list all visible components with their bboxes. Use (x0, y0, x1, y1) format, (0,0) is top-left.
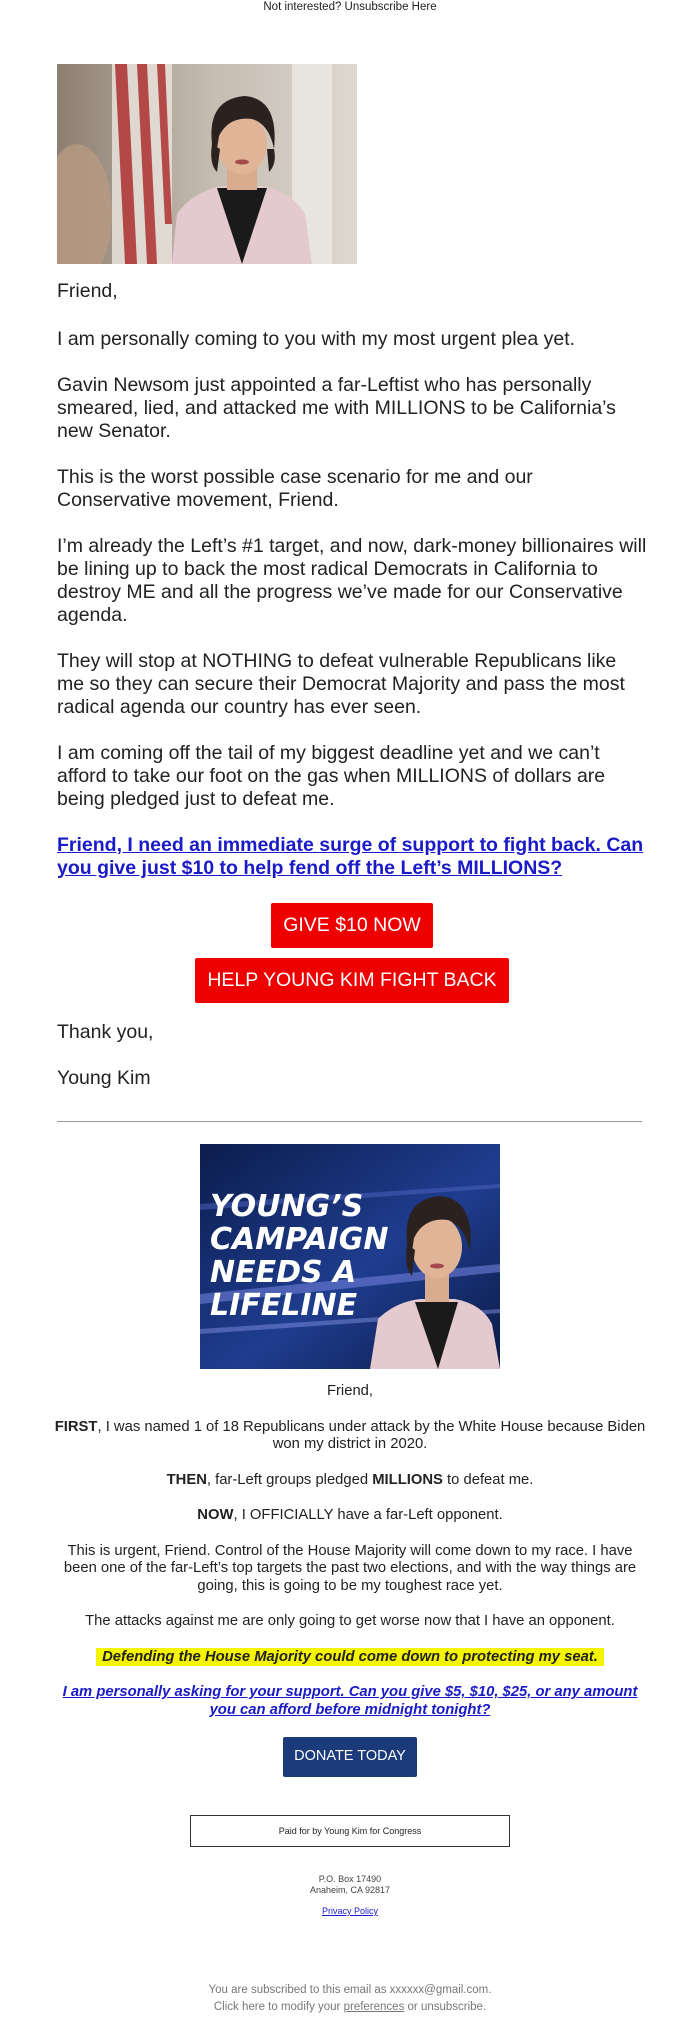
modify-suffix: or unsubscribe. (404, 2001, 487, 2013)
divider (57, 1121, 642, 1122)
letter-paragraph: They will stop at NOTHING to defeat vulnerable Republicans like me so they can secure their Democrat Majority and pass the most radical agenda our country has ever seen. (57, 650, 625, 718)
urgent-paragraph: This is urgent, Friend. Control of the House Majority will come down to my race. I have been one of the far-Left’s top targets the past two elections, and with the way things are going, this is going to be my toughest race yet. (63, 1542, 637, 1594)
attacks-paragraph: The attacks against me are only going to get worse now that I have an opponent. (85, 1613, 615, 1629)
campaign-lifeline-image-icon (200, 1144, 500, 1369)
section-salutation: Friend, (326, 1383, 374, 1399)
letter-signature: Young Kim (57, 1067, 151, 1089)
promo-headline-line: NEEDS A (210, 1255, 357, 1290)
paid-for-box (190, 1815, 510, 1847)
help-button-row (57, 958, 647, 1003)
letter-paragraph: I’m already the Left’s #1 target, and now, dark-money billionaires will be lining up to back the most radical Democrats in California to destroy ME and all the progress we’ve made for our Conservative agenda. (57, 535, 647, 626)
letter-paragraph: I am personally coming to you with my most urgent plea yet. (57, 328, 576, 350)
then-paragraph (50, 1472, 650, 1490)
paid-for-text: Paid for by Young Kim for Congress (278, 1826, 422, 1836)
now-text: , I OFFICIALLY have a far-Left opponent. (233, 1507, 503, 1523)
donate-amount-link[interactable]: I am personally asking for your support. Can you give $5, $10, $25, or any amount you can afford before midnight tonight? (62, 1684, 638, 1718)
promo-headline-line: LIFELINE (210, 1288, 358, 1323)
unsubscribe-link[interactable]: Not interested? Unsubscribe Here (263, 1, 437, 13)
subscription-footer (0, 1982, 700, 2016)
give-button-row (57, 903, 647, 948)
highlighted-statement: Defending the House Majority could come down to protecting my seat. (96, 1648, 604, 1666)
mailing-address (0, 1874, 700, 1896)
privacy-policy-link[interactable]: Privacy Policy (321, 1906, 378, 1916)
portrait-photo-icon (57, 64, 357, 264)
first-paragraph (50, 1419, 650, 1454)
then-text-b: to defeat me. (442, 1471, 534, 1488)
now-bold: NOW (197, 1507, 234, 1523)
donate-today-button[interactable]: DONATE TODAY (283, 1737, 417, 1777)
urgent-appeal-section (50, 1383, 650, 1777)
highlight-paragraph (50, 1649, 650, 1667)
letter-salutation: Friend, (57, 280, 118, 302)
millions-bold: MILLIONS (372, 1471, 443, 1488)
first-text: , I was named 1 of 18 Republicans under attack by the White House because Biden won my district in 2020. (97, 1418, 646, 1452)
modify-line (0, 1999, 700, 2016)
then-bold: THEN (166, 1471, 207, 1488)
ask-paragraph (50, 1684, 650, 1719)
promo-graphic[interactable] (200, 1144, 500, 1369)
modify-prefix: Click here to modify your (213, 2001, 344, 2013)
address-line: P.O. Box 17490 (318, 1874, 382, 1884)
hero-photo (57, 64, 357, 264)
letter-paragraph: This is the worst possible case scenario for me and our Conservative movement, Friend. (57, 466, 533, 511)
help-fight-back-button[interactable]: HELP YOUNG KIM FIGHT BACK (195, 958, 508, 1003)
address-line: Anaheim, CA 92817 (309, 1885, 391, 1895)
letter-paragraph: Gavin Newsom just appointed a far-Leftist who has personally smeared, lied, and attacked me with MILLIONS to be California’s new Senator. (57, 374, 616, 442)
donate-ask-link[interactable]: Friend, I need an immediate surge of support to fight back. Can you give just $10 to help fend off the Left’s MILLIONS? (57, 834, 644, 879)
promo-headline-line: CAMPAIGN (210, 1222, 389, 1257)
letter-paragraph: I am coming off the tail of my biggest deadline yet and we can’t afford to take our foot on the gas when MILLIONS of dollars are being pledged just to defeat me. (57, 742, 606, 810)
give-10-button[interactable]: GIVE $10 NOW (271, 903, 433, 948)
privacy-row (0, 1906, 700, 1916)
unsubscribe-bar (0, 0, 700, 14)
first-bold: FIRST (54, 1418, 98, 1435)
promo-headline-line: YOUNG’S (210, 1189, 364, 1224)
donate-button-row (50, 1737, 650, 1777)
letter-body (57, 280, 647, 1113)
preferences-link[interactable]: preferences (343, 2001, 405, 2013)
now-paragraph (50, 1507, 650, 1525)
then-text-a: , far-Left groups pledged (206, 1471, 373, 1488)
letter-closing: Thank you, (57, 1021, 154, 1043)
subscribed-text: You are subscribed to this email as xxxxxx@gmail.com. (208, 1984, 492, 1996)
